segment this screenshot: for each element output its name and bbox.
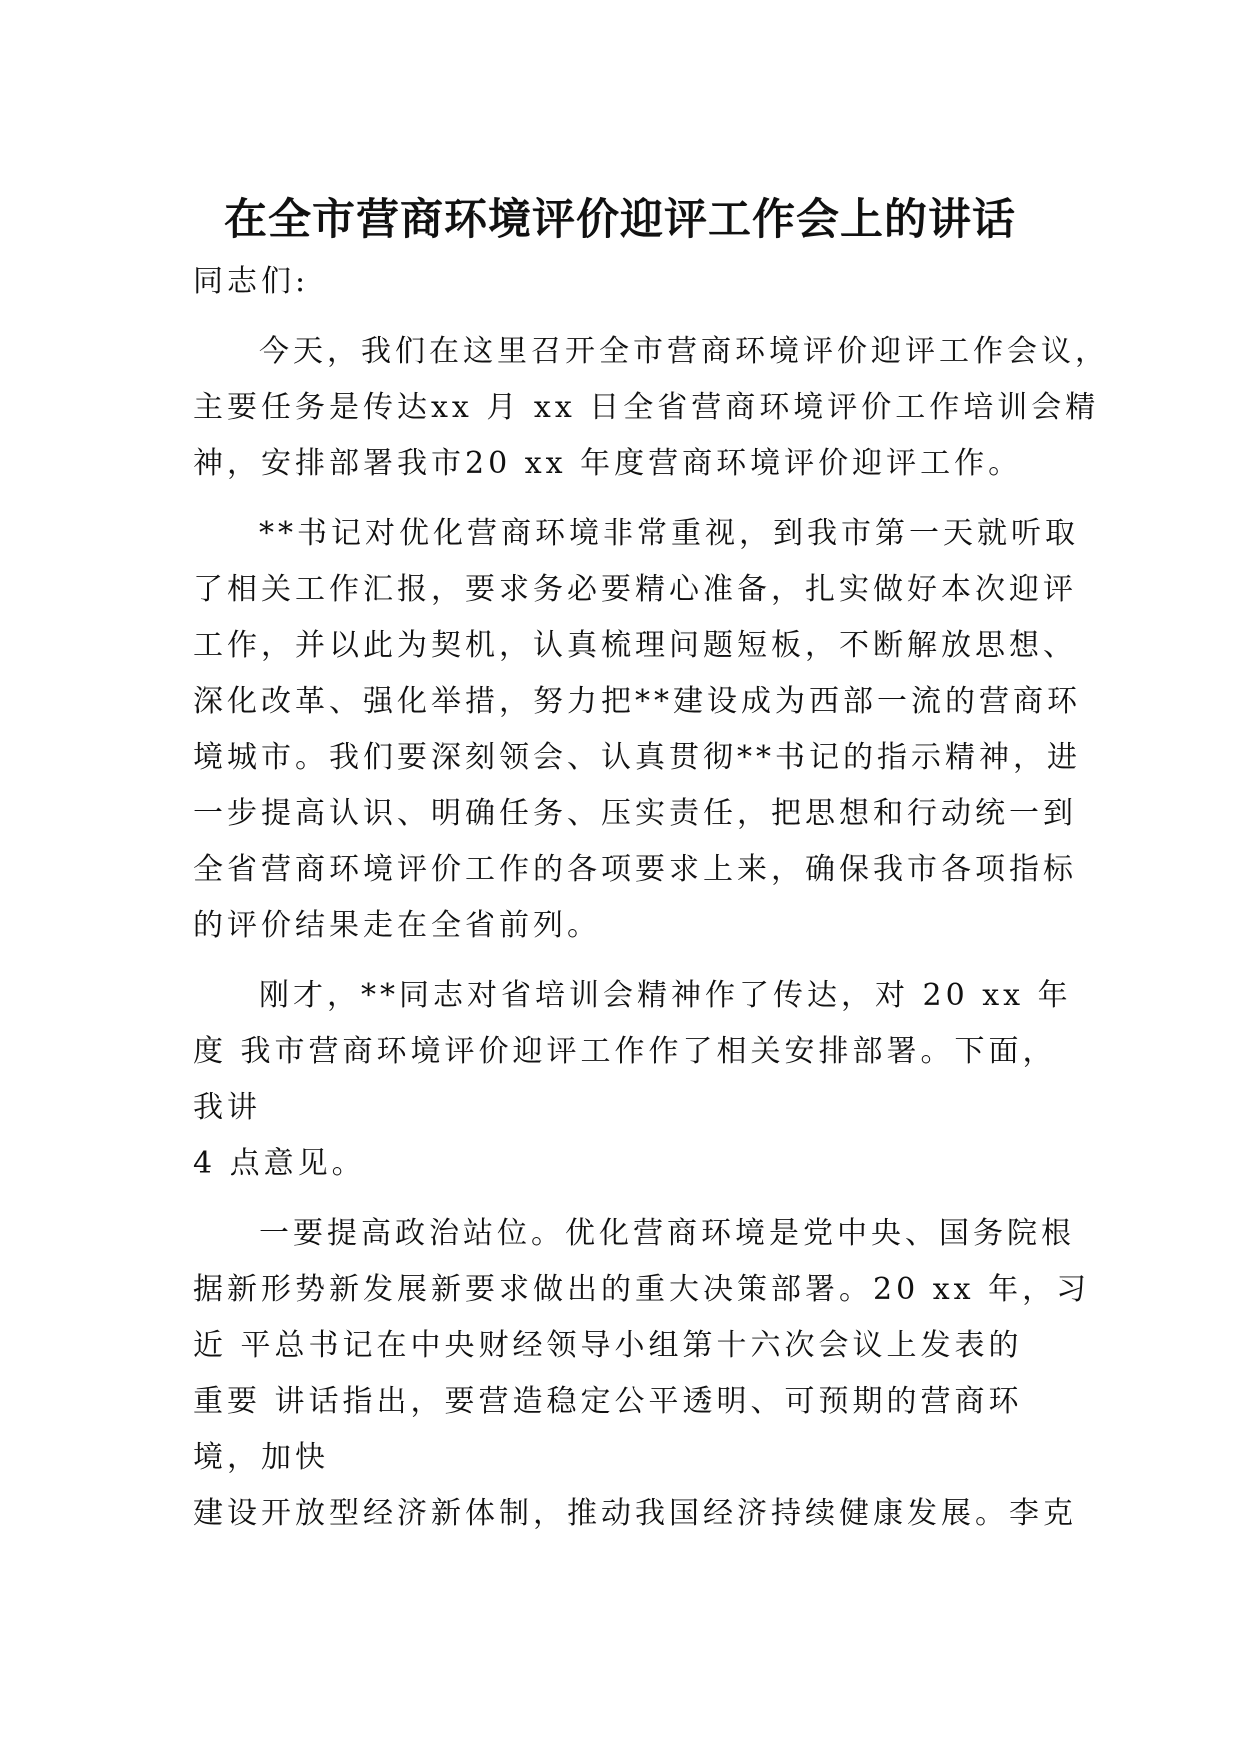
paragraph-line: 据新形势新发展新要求做出的重大决策部署。20 xx 年，习 bbox=[193, 1272, 1091, 1307]
paragraph-line: 4 点意见。 bbox=[193, 1146, 366, 1181]
paragraph-line: 近 平总书记在中央财经领导小组第十六次会议上发表的 bbox=[193, 1328, 1023, 1363]
paragraph-line: 重要 讲话指出，要营造稳定公平透明、可预期的营商环 bbox=[193, 1384, 1023, 1419]
paragraph-line: 深化改革、强化举措，努力把**建设成为西部一流的营商环 bbox=[193, 684, 1081, 719]
paragraph-line: 工作，并以此为契机，认真梳理问题短板，不断解放思想、 bbox=[193, 628, 1077, 663]
paragraph-line: 我讲 bbox=[193, 1090, 261, 1125]
paragraph-line: 全省营商环境评价工作的各项要求上来，确保我市各项指标 bbox=[193, 852, 1077, 887]
paragraph-line: 一要提高政治站位。优化营商环境是党中央、国务院根 bbox=[259, 1216, 1075, 1251]
document-body bbox=[193, 254, 1109, 1542]
paragraph-line: 神，安排部署我市20 xx 年度营商环境评价迎评工作。 bbox=[193, 446, 1023, 481]
paragraph-line: 一步提高认识、明确任务、压实责任，把思想和行动统一到 bbox=[193, 796, 1077, 831]
paragraph-line: 了相关工作汇报，要求务必要精心准备，扎实做好本次迎评 bbox=[193, 572, 1077, 607]
document-title: 在全市营商环境评价迎评工作会上的讲话 bbox=[224, 195, 1016, 245]
paragraph-line: 境城市。我们要深刻领会、认真贯彻**书记的指示精神，进 bbox=[193, 740, 1081, 775]
paragraph-line: 建设开放型经济新体制，推动我国经济持续健康发展。李克 bbox=[193, 1496, 1077, 1531]
salutation: 同志们: bbox=[193, 264, 310, 299]
paragraph-line: 今天，我们在这里召开全市营商环境评价迎评工作会议， bbox=[259, 334, 1109, 369]
paragraph-line: 主要任务是传达xx 月 xx 日全省营商环境评价工作培训会精 bbox=[193, 390, 1100, 425]
paragraph-line: 度 我市营商环境评价迎评工作作了相关安排部署。下面， bbox=[193, 1034, 1057, 1069]
paragraph-line: **书记对优化营商环境非常重视，到我市第一天就听取 bbox=[259, 516, 1079, 551]
paragraph-line: 境，加快 bbox=[193, 1440, 329, 1475]
paragraph-line: 的评价结果走在全省前列。 bbox=[193, 908, 601, 943]
paragraph-line: 刚才，**同志对省培训会精神作了传达，对 20 xx 年 bbox=[259, 978, 1072, 1013]
